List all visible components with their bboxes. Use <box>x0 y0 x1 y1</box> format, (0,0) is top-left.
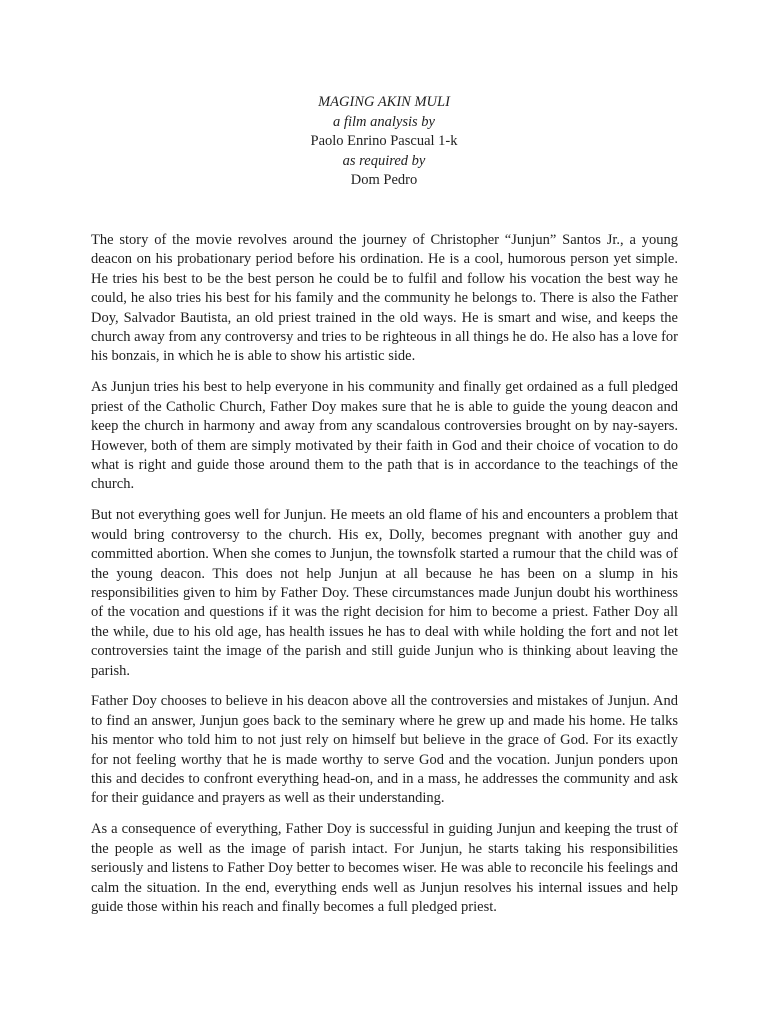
document-author: Paolo Enrino Pascual 1-k <box>310 133 458 149</box>
document-required-label: as required by <box>342 152 426 169</box>
document-header <box>0 93 768 191</box>
document-recipient: Dom Pedro <box>350 172 418 188</box>
paragraph-1: The story of the movie revolves around the journey of Christopher “Junjun” Santos Jr., a young deacon on his probationary period before his ordination. He is a cool, humorous person yet simple. He tries his best to be the best person he could be to fulfil and follow his vocation the best way he could, he also tries his best for his family and the community he belongs to. There is also the Father Doy, Salvador Bautista, an old priest trained in the old ways. He is smart and wise, and keeps the church away from any controversy and tries to be righteous in all things he do. He also has a love for his bonzais, in which he is able to show his artistic side. <box>91 232 678 365</box>
paragraph-5: As a consequence of everything, Father Doy is successful in guiding Junjun and keeping the trust of the people as well as the image of parish intact. For Junjun, he starts taking his responsibilities seriously and listens to Father Doy better to becomes wiser. He was able to reconcile his feelings and calm the situation. In the end, everything ends well as Junjun resolves his internal issues and help guide those within his reach and finally becomes a full pledged priest. <box>91 821 678 915</box>
document-subtitle: a film analysis by <box>333 113 435 130</box>
document-title: MAGING AKIN MULI <box>318 94 450 110</box>
paragraph-4: Father Doy chooses to believe in his deacon above all the controversies and mistakes of Junjun. And to find an answer, Junjun goes back to the seminary where he grew up and made his home. He talks his mentor who told him to not just rely on himself but believe in the grace of God. For its exactly for not feeling worthy that he is made worthy to serve God and the vocation. Junjun ponders upon this and decides to confront everything head-on, and in a mass, he addresses the community and ask for their guidance and prayers as well as their understanding. <box>91 693 678 807</box>
paragraph-2: As Junjun tries his best to help everyone in his community and finally get ordained as a full pledged priest of the Catholic Church, Father Doy makes sure that he is able to guide the young deacon and keep the church in harmony and away from any scandalous controversies brought on by nay-sayers. However, both of them are simply motivated by their faith in God and their choice of vocation to do what is right and guide those around them to the path that is in accordance to the teachings of the church. <box>91 379 678 493</box>
paragraph-3: But not everything goes well for Junjun. He meets an old flame of his and encounters a problem that would bring controversy to the church. His ex, Dolly, becomes pregnant with another guy and committed abortion. When she comes to Junjun, the townsfolk started a rumour that the child was of the young deacon. This does not help Junjun at all because he has been on a slump in his responsibilities given to him by Father Doy. These circumstances made Junjun doubt his worthiness of the vocation and questions if it was the right decision for him to become a priest. Father Doy all the while, due to his old age, has health issues he has to deal with while holding the fort and not let controversies taint the image of the parish and still guide Junjun who is thinking about leaving the parish. <box>91 507 678 679</box>
document-body <box>91 231 678 929</box>
